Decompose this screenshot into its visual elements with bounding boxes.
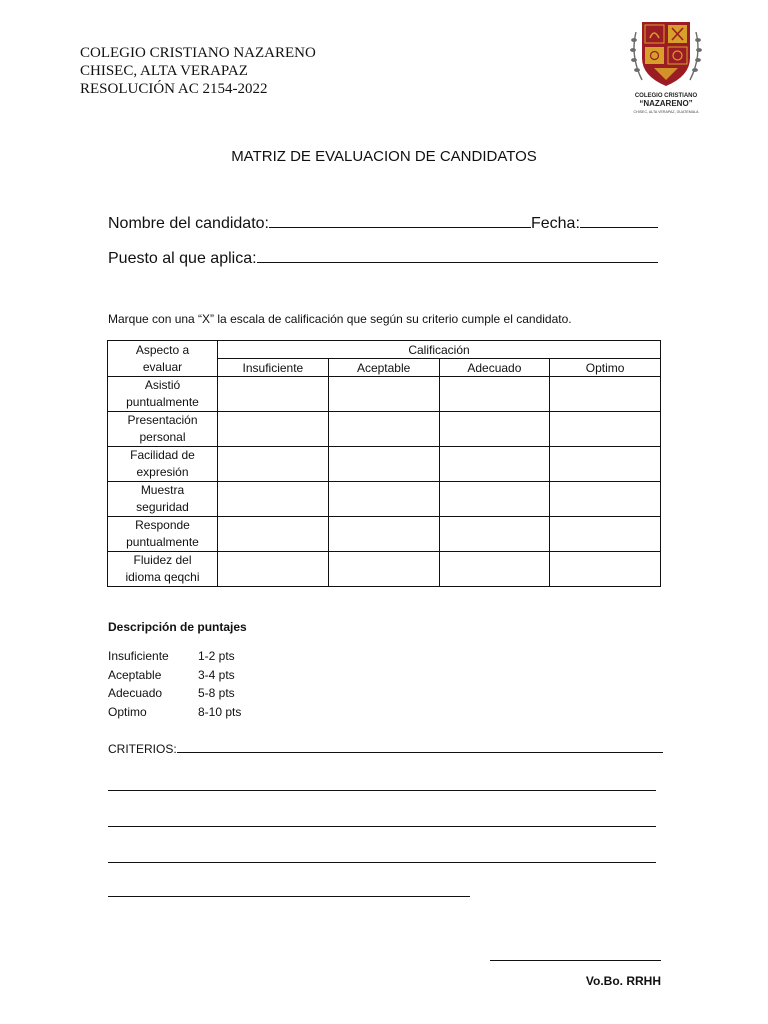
score-item	[108, 668, 235, 682]
rating-cell[interactable]	[550, 377, 661, 412]
svg-text:COLEGIO CRISTIANO: COLEGIO CRISTIANO	[634, 93, 698, 99]
rating-cell[interactable]	[328, 447, 439, 482]
rating-cell[interactable]	[328, 482, 439, 517]
table-row	[108, 517, 661, 552]
aspect-cell: Facilidad de expresión	[108, 447, 218, 482]
col-adecuado: Adecuado	[439, 359, 550, 377]
aspect-header-line2: evaluar	[142, 359, 183, 374]
criterios-line[interactable]	[108, 896, 470, 897]
criterios-line[interactable]	[108, 862, 656, 863]
svg-text:CHISEC, ALTA VERAPAZ, GUATEMAL: CHISEC, ALTA VERAPAZ, GUATEMALA	[633, 110, 699, 114]
school-location: CHISEC, ALTA VERAPAZ	[80, 63, 248, 79]
position-field[interactable]	[257, 250, 658, 263]
position-label: Puesto al que aplica:	[108, 250, 257, 267]
criterios-label: CRITERIOS:	[108, 742, 177, 756]
table-row	[108, 447, 661, 482]
criterios-field[interactable]	[177, 742, 663, 753]
date-field[interactable]	[580, 215, 658, 228]
rating-cell[interactable]	[550, 517, 661, 552]
rating-cell[interactable]	[439, 447, 550, 482]
score-range: 5-8 pts	[198, 686, 235, 700]
school-resolution: RESOLUCIÓN AC 2154-2022	[80, 81, 268, 97]
rating-cell[interactable]	[439, 552, 550, 587]
col-aceptable: Aceptable	[328, 359, 439, 377]
col-optimo: Optimo	[550, 359, 661, 377]
school-name: COLEGIO CRISTIANO NAZARENO	[80, 45, 316, 61]
criterios-row	[108, 742, 663, 756]
aspect-header	[108, 341, 218, 377]
rating-cell[interactable]	[218, 447, 329, 482]
school-header	[80, 44, 316, 98]
rating-cell[interactable]	[550, 482, 661, 517]
rating-cell[interactable]	[328, 517, 439, 552]
position-row	[108, 250, 658, 268]
rating-cell[interactable]	[439, 412, 550, 447]
signature-label: Vo.Bo. RRHH	[585, 974, 661, 988]
aspect-cell: Responde puntualmente	[108, 517, 218, 552]
rating-cell[interactable]	[550, 447, 661, 482]
aspect-header-line1: Aspecto a	[135, 342, 190, 357]
score-range: 8-10 pts	[198, 705, 242, 719]
score-range: 3-4 pts	[198, 668, 235, 682]
col-insuficiente: Insuficiente	[218, 359, 329, 377]
rating-cell[interactable]	[550, 412, 661, 447]
criterios-line[interactable]	[108, 826, 656, 827]
table-row	[108, 377, 661, 412]
score-label: Adecuado	[108, 686, 163, 700]
scores-title: Descripción de puntajes	[108, 620, 247, 634]
rating-cell[interactable]	[218, 552, 329, 587]
rating-cell[interactable]	[218, 517, 329, 552]
aspect-cell: Asistió puntualmente	[108, 377, 218, 412]
aspect-cell: Presentación personal	[108, 412, 218, 447]
rating-cell[interactable]	[218, 412, 329, 447]
score-label: Optimo	[108, 705, 147, 719]
candidate-name-row	[108, 215, 658, 233]
evaluation-matrix	[107, 340, 661, 587]
instruction-text: Marque con una “X” la escala de calificación que según su criterio cumple el candidato.	[108, 312, 572, 326]
aspect-cell: Fluidez del idioma qeqchi	[108, 552, 218, 587]
candidate-name-label: Nombre del candidato:	[108, 215, 269, 232]
candidate-name-field[interactable]	[269, 215, 531, 228]
rating-cell[interactable]	[328, 412, 439, 447]
rating-cell[interactable]	[550, 552, 661, 587]
table-row	[108, 412, 661, 447]
rating-cell[interactable]	[439, 517, 550, 552]
score-label: Aceptable	[108, 668, 162, 682]
rating-cell[interactable]	[328, 377, 439, 412]
signature-line[interactable]	[490, 960, 661, 961]
school-logo	[628, 18, 704, 122]
rating-cell[interactable]	[439, 482, 550, 517]
document-title: MATRIZ DE EVALUACION DE CANDIDATOS	[231, 148, 537, 165]
svg-text:“NAZARENO”: “NAZARENO”	[639, 99, 693, 108]
rating-cell[interactable]	[439, 377, 550, 412]
table-row	[108, 482, 661, 517]
score-label: Insuficiente	[108, 649, 169, 663]
score-item	[108, 686, 235, 700]
rating-header: Calificación	[218, 341, 661, 359]
aspect-cell: Muestra seguridad	[108, 482, 218, 517]
rating-cell[interactable]	[218, 482, 329, 517]
rating-cell[interactable]	[328, 552, 439, 587]
date-label: Fecha:	[530, 215, 580, 232]
criterios-line[interactable]	[108, 790, 656, 791]
rating-cell[interactable]	[218, 377, 329, 412]
score-range: 1-2 pts	[198, 649, 235, 663]
score-item	[108, 705, 241, 719]
table-row	[108, 552, 661, 587]
score-item	[108, 649, 235, 663]
